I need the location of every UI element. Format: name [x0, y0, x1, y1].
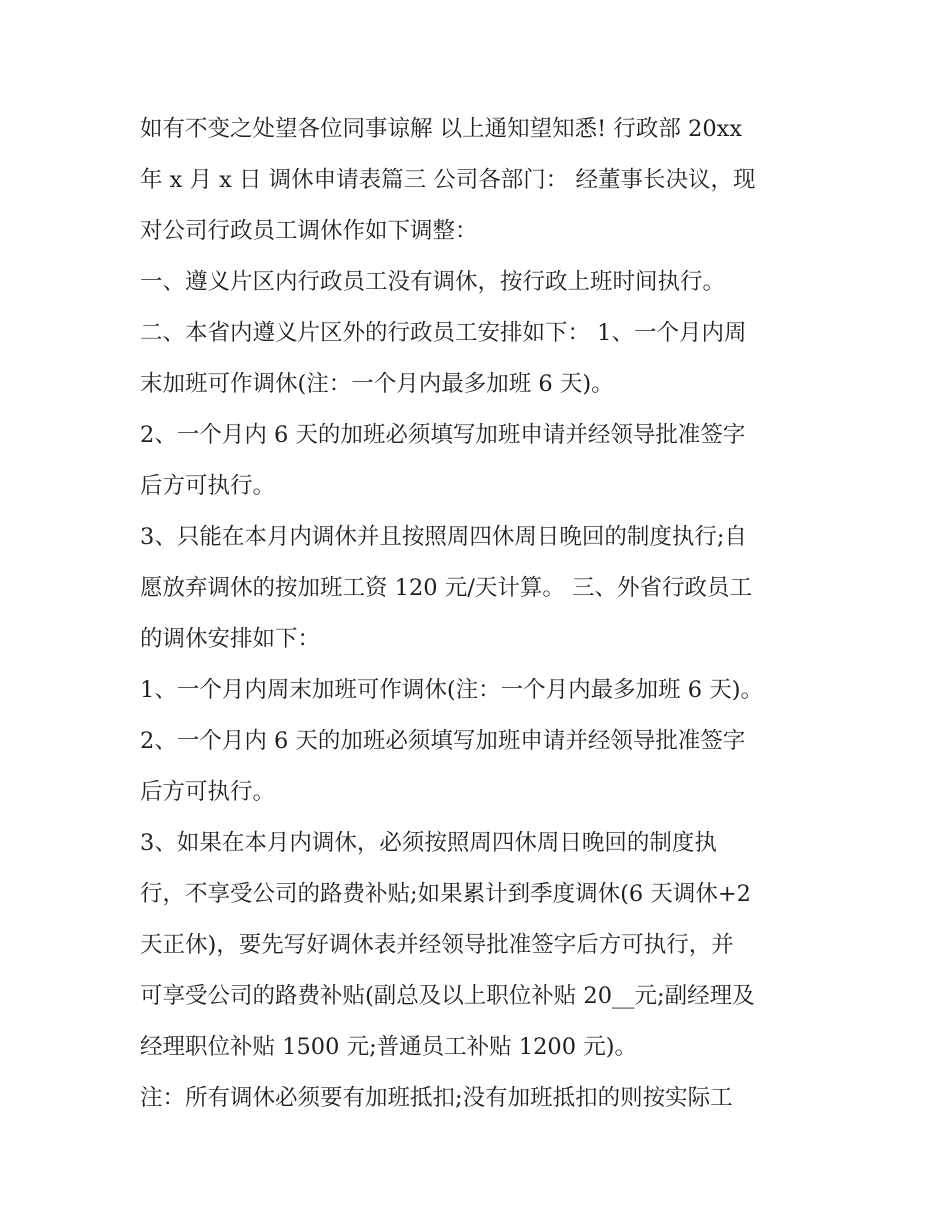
text-line: 的调休安排如下：	[140, 626, 321, 652]
text-line: 行，不享受公司的路费补贴;如果累计到季度调休(6 天调休+2	[140, 881, 751, 907]
text-line: 末加班可作调休(注：一个月内最多加班 6 天)。	[140, 371, 614, 397]
text-line: 年 x 月 x 日 调休申请表篇三 公司各部门： 经董事长决议，现	[140, 167, 756, 193]
text-line: 愿放弃调休的按加班工资 120 元/天计算。 三、外省行政员工	[140, 575, 752, 601]
text-line: 可享受公司的路费补贴(副总及以上职位补贴 20__元;副经理及	[140, 983, 755, 1009]
document-body	[140, 104, 810, 1124]
text-line: 后方可执行。	[140, 473, 276, 499]
text-line: 3、只能在本月内调休并且按照周四休周日晚回的制度执行;自	[140, 524, 747, 550]
text-line: 2、一个月内 6 天的加班必须填写加班申请并经领导批准签字	[140, 728, 746, 754]
text-line: 天正休)，要先写好调休表并经领导批准签字后方可执行，并	[140, 932, 734, 958]
text-line: 3、如果在本月内调休，必须按照周四休周日晚回的制度执	[140, 830, 717, 856]
text-line: 2、一个月内 6 天的加班必须填写加班申请并经领导批准签字	[140, 422, 746, 448]
text-line: 后方可执行。	[140, 779, 276, 805]
text-line: 经理职位补贴 1500 元;普通员工补贴 1200 元)。	[140, 1034, 637, 1060]
text-line: 一、遵义片区内行政员工没有调休，按行政上班时间执行。	[140, 269, 726, 295]
text-line: 二、本省内遵义片区外的行政员工安排如下： 1、一个月内周	[140, 320, 747, 346]
text-line: 1、一个月内周末加班可作调休(注：一个月内最多加班 6 天)。	[140, 677, 763, 703]
text-line: 对公司行政员工调休作如下调整：	[140, 218, 478, 244]
text-line: 如有不变之处望各位同事谅解 以上通知望知悉! 行政部 20xx	[140, 116, 743, 142]
text-line: 注：所有调休必须要有加班抵扣;没有加班抵扣的则按实际工	[140, 1085, 733, 1111]
